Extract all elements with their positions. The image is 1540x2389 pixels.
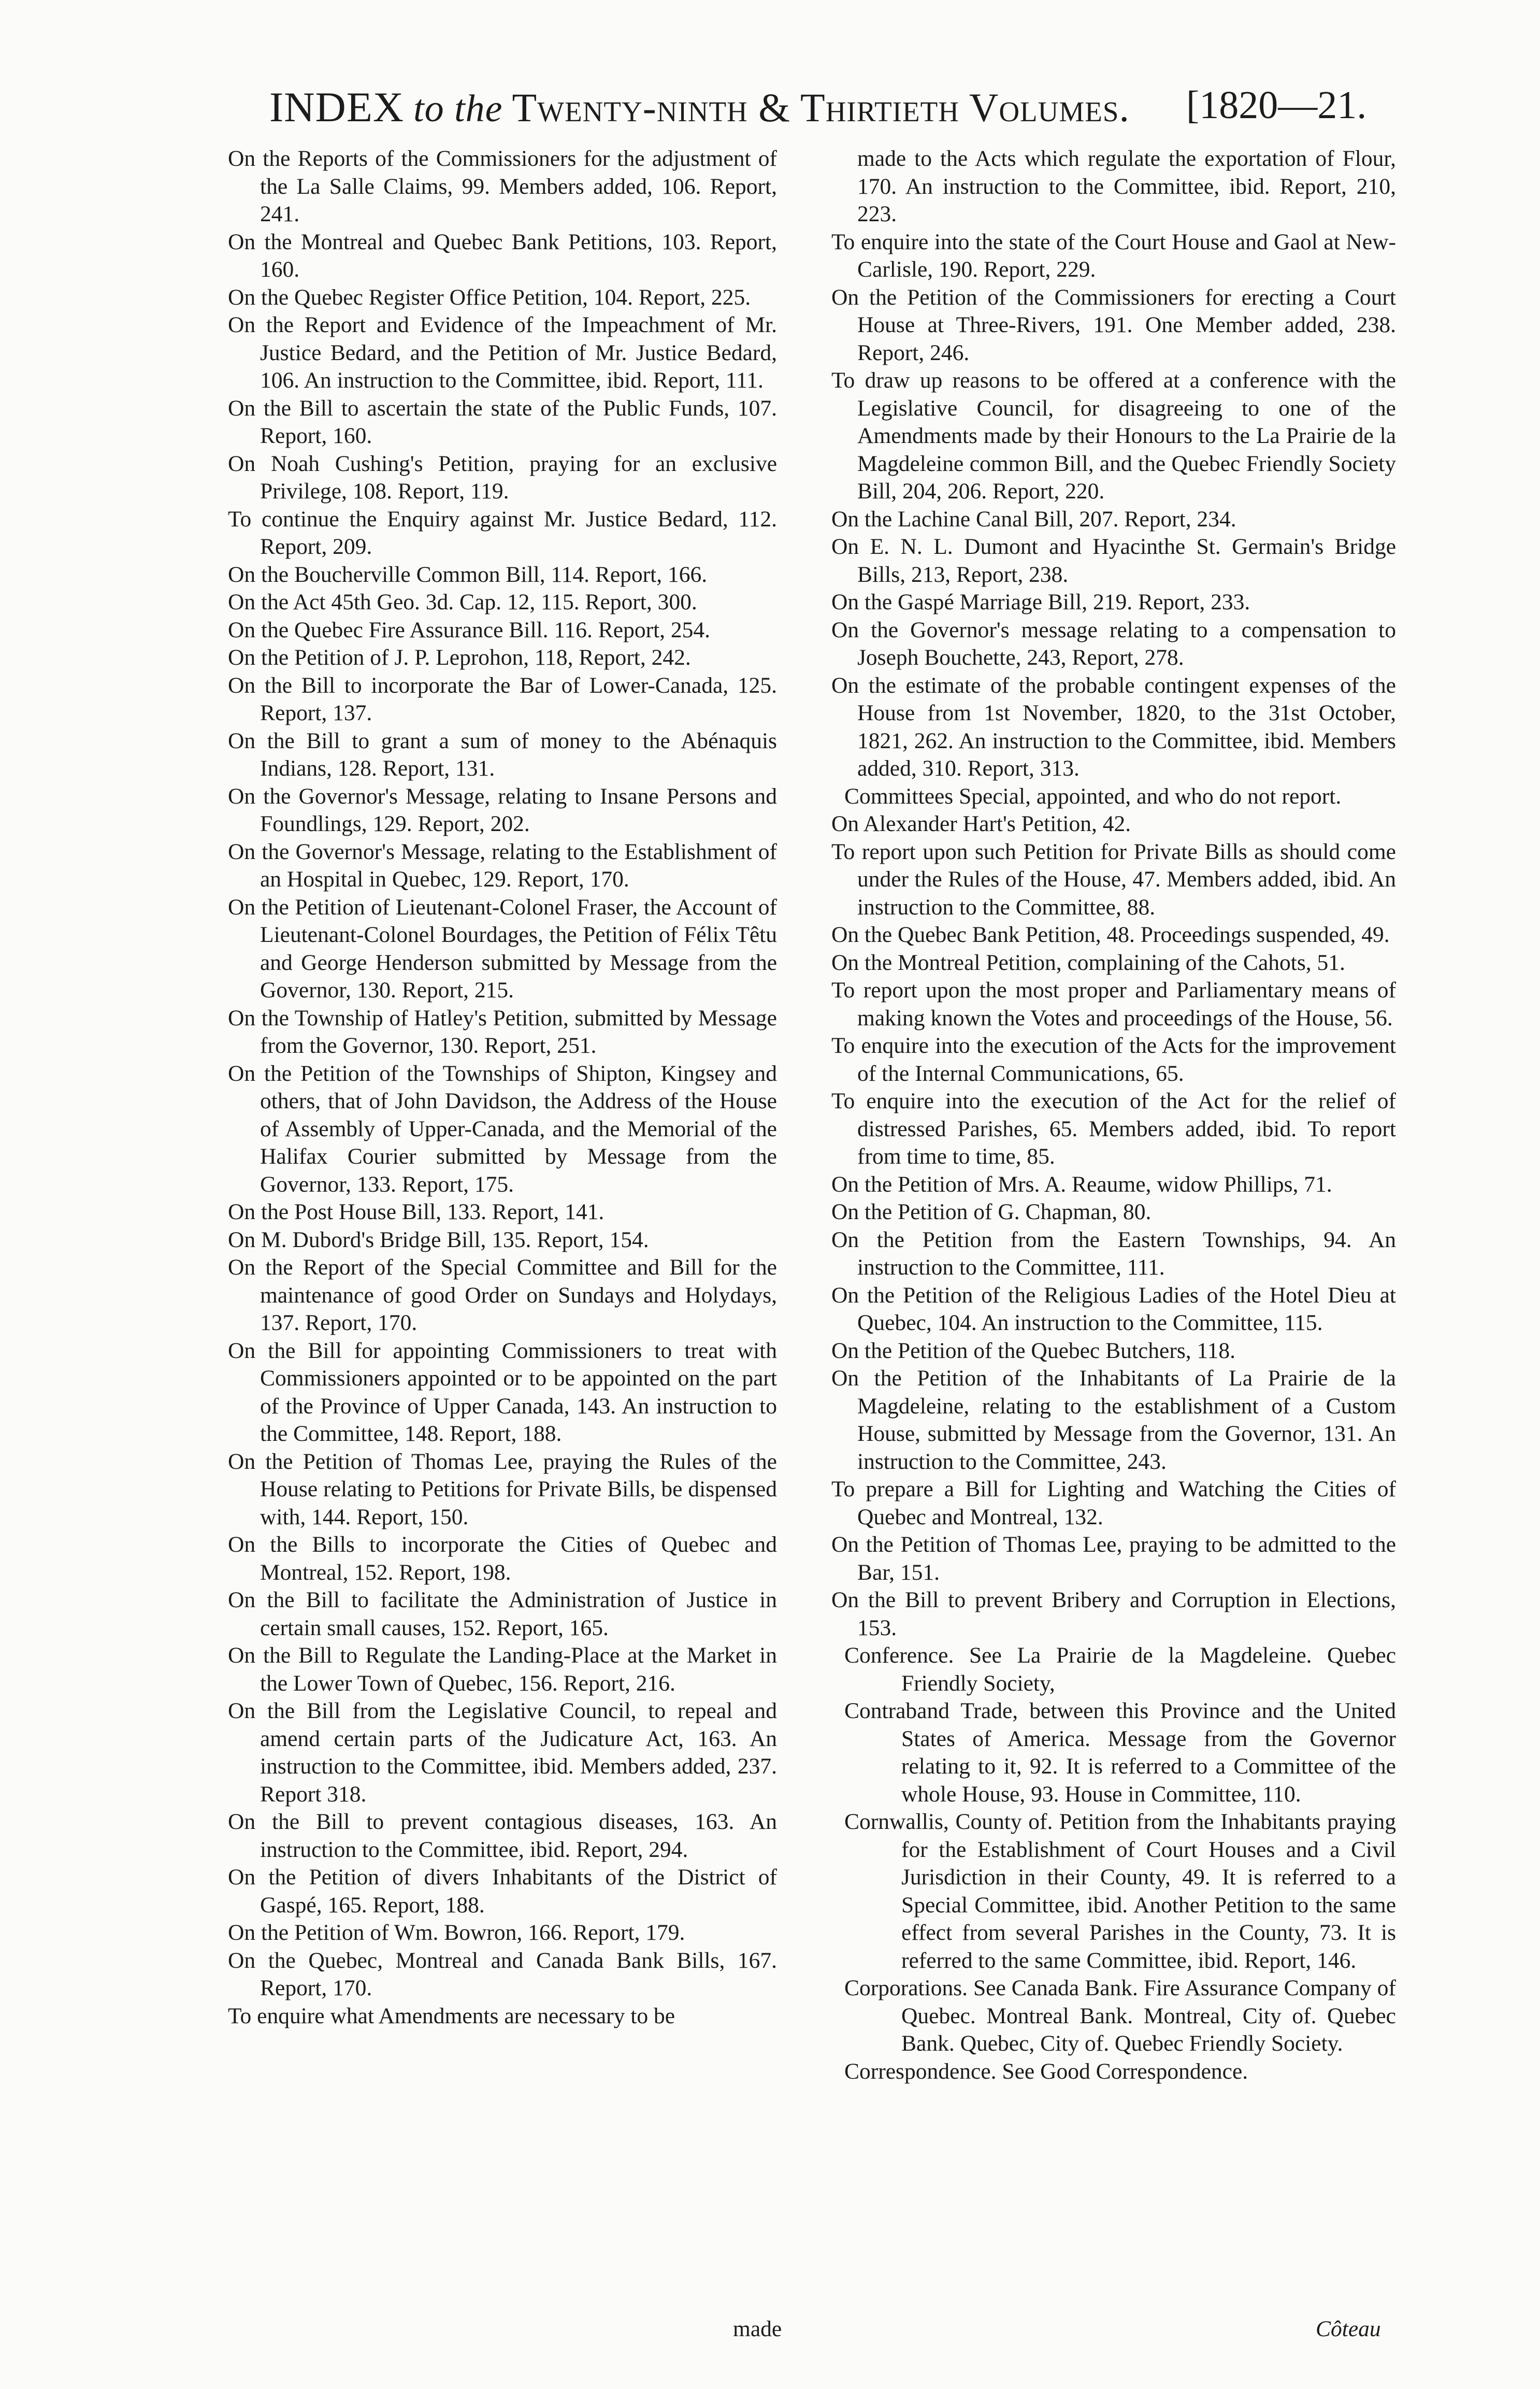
index-entry: On the Township of Hatley's Petition, submitted by Message from the Governor, 130. Report, 251. [228, 1005, 777, 1058]
index-entry: On the Quebec, Montreal and Canada Bank Bills, 167. Report, 170. [228, 1948, 777, 2000]
index-entry: On the Quebec Fire Assurance Bill. 116. Report, 254. [228, 617, 711, 642]
index-entry: On the Boucherville Common Bill, 114. Report, 166. [228, 562, 708, 587]
catchword-left: made [733, 2316, 782, 2341]
running-title [269, 83, 1130, 132]
index-entry: To enquire into the execution of the Acts for the improvement of the Internal Communications, 65. [831, 1033, 1396, 1086]
index-entry: To enquire into the state of the Court House and Gaol at New-Carlisle, 190. Report, 229. [831, 229, 1396, 282]
title-to-the: to the [413, 88, 503, 130]
left-column [228, 145, 777, 2030]
index-entry: On the Governor's Message, relating to the Establishment of an Hospital in Quebec, 129. Report, 170. [228, 839, 777, 892]
index-entry: To prepare a Bill for Lighting and Watching the Cities of Quebec and Montreal, 132. [831, 1477, 1396, 1529]
index-entry: On the Act 45th Geo. 3d. Cap. 12, 115. Report, 300. [228, 590, 697, 614]
index-entry: On the Montreal and Quebec Bank Petitions, 103. Report, 160. [228, 229, 777, 282]
index-entry-continued: made to the Acts which regulate the exportation of Flour, 170. An instruction to the Committee, ibid. Report, 210, 223. [857, 146, 1396, 226]
index-entry: On the Bill to prevent contagious diseases, 163. An instruction to the Committee, ibid. Report, 294. [228, 1809, 777, 1862]
index-entry: To report upon such Petition for Private Bills as should come under the Rules of the House, 47. Members added, ibid. An instruction to the Committee, 88. [831, 839, 1396, 920]
later-index-heads [800, 1642, 1396, 2085]
index-entry: On the Bill to incorporate the Bar of Lower-Canada, 125. Report, 137. [228, 673, 777, 725]
index-entry: On the Petition of the Commissioners for erecting a Court House at Three-Rivers, 191. One Member added, 238. Report, 246. [831, 284, 1396, 365]
right-column [800, 145, 1396, 2085]
index-entry: On the Petition of divers Inhabitants of the District of Gaspé, 165. Report, 188. [228, 1865, 777, 1918]
index-entry: On the estimate of the probable contingent expenses of the House from 1st November, 1820, to the 31st October, 1821, 262. An instruction to the Committee, ibid. Members added, 310. Report, 313. [831, 673, 1396, 781]
page-header [0, 83, 1540, 145]
index-heading-entry: Corporations. See Canada Bank. Fire Assurance Company of Quebec. Montreal Bank. Montreal, City of. Quebec Bank. Quebec, City of. Quebec Friendly Society. [844, 1976, 1396, 2056]
index-heading-entry: Correspondence. See Good Correspondence. [844, 2058, 1248, 2084]
index-entry: On the Petition of the Inhabitants of La Prairie de la Magdeleine, relating to the establishment of a Custom House, submitted by Message from the Governor, 131. An instruction to the Committee, 243. [831, 1366, 1396, 1474]
title-index: INDEX [269, 83, 405, 131]
index-entry: On the Bills to incorporate the Cities of Quebec and Montreal, 152. Report, 198. [228, 1532, 777, 1585]
index-entry: On the Reports of the Commissioners for the adjustment of the La Salle Claims, 99. Members added, 106. Report, 241. [228, 146, 777, 226]
index-entry: On Alexander Hart's Petition, 42. [831, 811, 1131, 836]
index-entry: On the Petition of the Quebec Butchers, 118. [831, 1338, 1236, 1363]
index-entry: On the Lachine Canal Bill, 207. Report, 234. [831, 506, 1236, 532]
index-entry: On the Montreal Petition, complaining of the Cahots, 51. [831, 950, 1345, 975]
index-entry: On the Bill for appointing Commissioners to treat with Commissioners appointed or to be appointed on the part of the Province of Upper Canada, 143. An instruction to the Committee, 148. Report, 188. [228, 1338, 777, 1446]
index-entry: On the Bill to Regulate the Landing-Place at the Market in the Lower Town of Quebec, 156. Report, 216. [228, 1643, 777, 1696]
year-range: [1820—21. [1186, 83, 1367, 127]
index-entry: To report upon the most proper and Parliamentary means of making known the Votes and proceedings of the House, 56. [831, 978, 1396, 1031]
index-entry: On the Petition of Thomas Lee, praying to be admitted to the Bar, 151. [831, 1532, 1396, 1585]
index-entry: On the Post House Bill, 133. Report, 141. [228, 1199, 605, 1224]
committee-entries [800, 228, 1396, 783]
index-entry: On the Bill to grant a sum of money to the Abénaquis Indians, 128. Report, 131. [228, 728, 777, 781]
index-entry: On the Bill to facilitate the Administration of Justice in certain small causes, 152. Report, 165. [228, 1587, 777, 1640]
index-entry: On the Report and Evidence of the Impeachment of Mr. Justice Bedard, and the Petition of Mr. Justice Bedard, 106. An instruction to the Committee, ibid. Report, 111. [228, 312, 777, 393]
index-entry: On the Petition of Thomas Lee, praying the Rules of the House relating to Petitions for Private Bills, be dispensed with, 144. Report, 150. [228, 1449, 777, 1529]
index-entry: On the Petition of Wm. Bowron, 166. Report, 179. [228, 1920, 685, 1945]
index-heading-entry: Contraband Trade, between this Province and the United States of America. Message from the Governor relating to it, 92. It is referred to a Committee of the whole House, 93. House in Committee, 110. [844, 1698, 1396, 1807]
index-entry: On the Governor's Message, relating to Insane Persons and Foundlings, 129. Report, 202. [228, 783, 777, 836]
index-entry: On the Petition of G. Chapman, 80. [831, 1199, 1152, 1224]
index-entry: On the Petition of the Townships of Shipton, Kingsey and others, that of John Davidson, the Address of the House of Assembly of Upper-Canada, and the Memorial of the Halifax Courier submitted by Message from the Governor, 133. Report, 175. [228, 1061, 777, 1197]
index-entry: To continue the Enquiry against Mr. Justice Bedard, 112. Report, 209. [228, 506, 777, 559]
index-entry: On Noah Cushing's Petition, praying for an exclusive Privilege, 108. Report, 119. [228, 451, 777, 504]
index-entry: On the Petition of the Religious Ladies of the Hotel Dieu at Quebec, 104. An instruction to the Committee, 115. [831, 1282, 1396, 1335]
index-entry: On the Bill from the Legislative Council, to repeal and amend certain parts of the Judicature Act, 163. An instruction to the Committee, ibid. Members added, 237. Report 318. [228, 1698, 777, 1807]
index-entry: On M. Dubord's Bridge Bill, 135. Report, 154. [228, 1227, 649, 1252]
catchword-right: Côteau [1316, 2316, 1381, 2341]
index-entry: To enquire what Amendments are necessary to be [228, 2003, 675, 2028]
index-entry: On the Governor's message relating to a compensation to Joseph Bouchette, 243, Report, 278. [831, 617, 1396, 670]
title-volumes: Twenty-ninth & Thirtieth Volumes. [512, 85, 1130, 130]
index-entry: On the Petition of Mrs. A. Reaume, widow Phillips, 71. [831, 1171, 1332, 1197]
committees-special-heading: Committees Special, appointed, and who do not report. [844, 783, 1342, 809]
index-entry: On the Quebec Bank Petition, 48. Proceedings suspended, 49. [831, 922, 1390, 947]
index-entry: To enquire into the execution of the Act for the relief of distressed Parishes, 65. Members added, ibid. To report from time to time, 85. [831, 1089, 1396, 1169]
special-committee-entries [800, 810, 1396, 1642]
index-entry: On E. N. L. Dumont and Hyacinthe St. Germain's Bridge Bills, 213, Report, 238. [831, 534, 1396, 587]
index-entry: On the Petition of J. P. Leprohon, 118, Report, 242. [228, 645, 691, 670]
index-entry: On the Gaspé Marriage Bill, 219. Report, 233. [831, 590, 1250, 614]
index-entry: On the Quebec Register Office Petition, 104. Report, 225. [228, 284, 751, 310]
index-heading-entry: Conference. See La Prairie de la Magdeleine. Quebec Friendly Society, [844, 1643, 1396, 1696]
index-entry: On the Petition from the Eastern Townships, 94. An instruction to the Committee, 111. [831, 1227, 1396, 1280]
index-entry: On the Petition of Lieutenant-Colonel Fraser, the Account of Lieutenant-Colonel Bourdages, the Petition of Félix Têtu and George Henderson submitted by Message from the Governor, 130. Report, 215. [228, 894, 777, 1003]
index-entry: To draw up reasons to be offered at a conference with the Legislative Council, for disagreeing to one of the Amendments made by their Honours to the La Prairie de la Magdeleine common Bill, and the Quebec Friendly Society Bill, 204, 206. Report, 220. [831, 368, 1396, 504]
index-entry: On the Bill to ascertain the state of the Public Funds, 107. Report, 160. [228, 395, 777, 448]
index-entry: On the Report of the Special Committee and Bill for the maintenance of good Order on Sundays and Holydays, 137. Report, 170. [228, 1255, 777, 1335]
index-heading-entry: Cornwallis, County of. Petition from the Inhabitants praying for the Establishment of Court Houses and a Civil Jurisdiction in their County, 49. It is referred to a Special Committee, ibid. Another Petition to the same effect from several Parishes in the County, 73. It is referred to the same Committee, ibid. Report, 146. [844, 1809, 1396, 1973]
index-entry: On the Bill to prevent Bribery and Corruption in Elections, 153. [831, 1587, 1396, 1640]
